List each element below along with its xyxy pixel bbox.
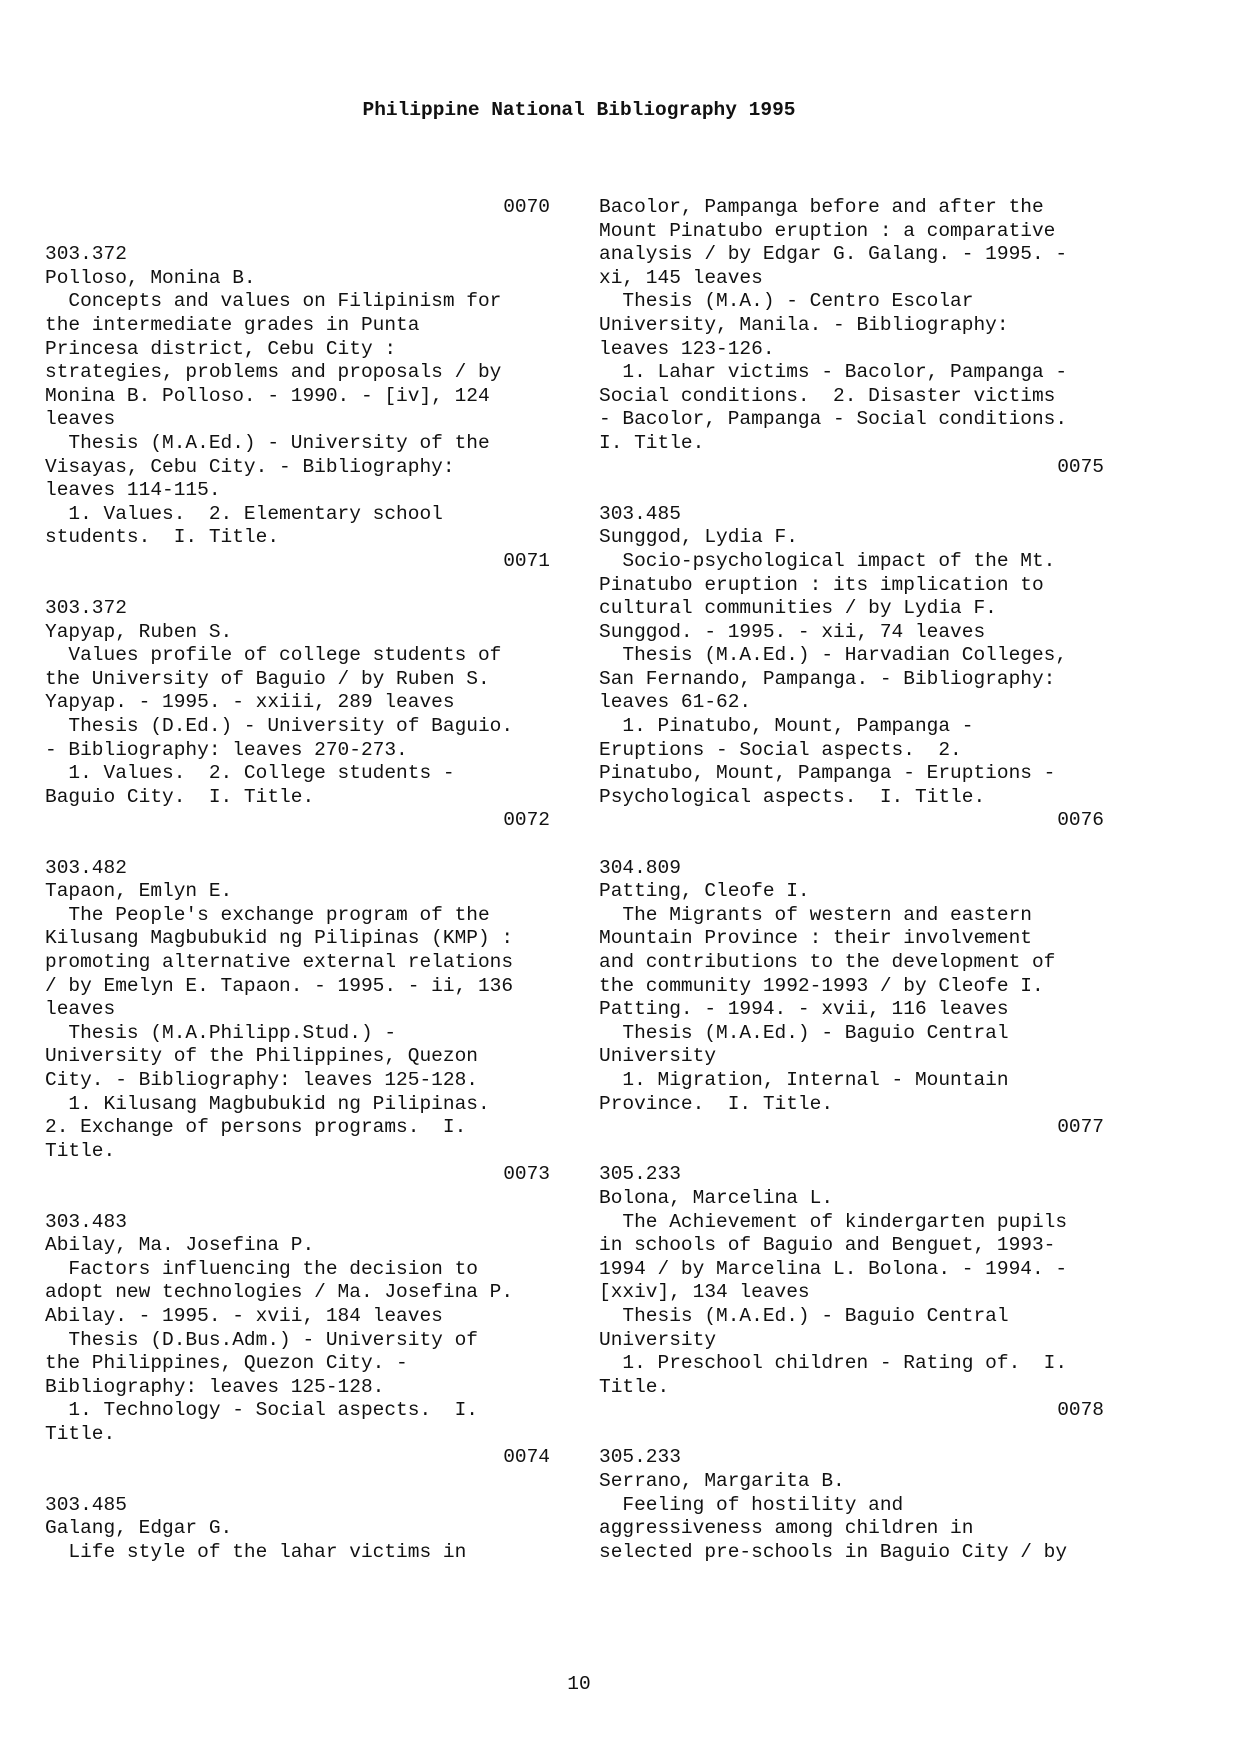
text-line: 303.372 (45, 597, 127, 620)
text-line: strategies, problems and proposals / by (45, 361, 502, 384)
text-line: The Achievement of kindergarten pupils (599, 1210, 1068, 1233)
text-line: 305.233 (599, 1446, 681, 1469)
text-line: University (599, 1328, 717, 1351)
text-line: 305.233 (599, 1163, 681, 1186)
text-line: Eruptions - Social aspects. 2. (599, 738, 962, 761)
text-line: cultural communities / by Lydia F. (599, 597, 997, 620)
left-column (45, 196, 550, 1564)
text-line: Thesis (D.Bus.Adm.) - University of (45, 1328, 478, 1351)
text-line: 2. Exchange of persons programs. I. (45, 1116, 467, 1139)
text-line (599, 1423, 1104, 1447)
text-line: Thesis (M.A.) - Centro Escolar (599, 290, 974, 313)
page-number: 10 (567, 1673, 591, 1695)
text-line: leaves 61-62. (599, 691, 752, 714)
text-line (599, 1140, 1104, 1164)
entry-number: 0074 (503, 1446, 550, 1469)
entry-number: 0077 (1057, 1116, 1104, 1139)
text-line: City. - Bibliography: leaves 125-128. (45, 1068, 478, 1091)
text-line: students. I. Title. (45, 526, 280, 549)
text-line: Concepts and values on Filipinism for (45, 290, 502, 313)
text-line: leaves 123-126. (599, 337, 775, 360)
text-line: Title. (45, 1139, 116, 1162)
text-line: Title. (599, 1375, 670, 1398)
text-line (45, 220, 550, 244)
text-line: xi, 145 leaves (599, 266, 763, 289)
entry-number: 0078 (1057, 1399, 1104, 1422)
text-line: / by Emelyn E. Tapaon. - 1995. - ii, 136 (45, 974, 514, 997)
text-line: Yapyap, Ruben S. (45, 620, 233, 643)
text-line: Bolona, Marcelina L. (599, 1186, 834, 1209)
text-line: aggressiveness among children in (599, 1517, 974, 1540)
text-line (599, 479, 1104, 503)
text-line: - Bacolor, Pampanga - Social conditions. (599, 408, 1068, 431)
text-line: analysis / by Edgar G. Galang. - 1995. - (599, 243, 1068, 266)
page-title: Philippine National Bibliography 1995 (362, 99, 796, 121)
text-line: Pinatubo eruption : its implication to (599, 573, 1044, 596)
text-line (45, 1470, 550, 1494)
text-line: Values profile of college students of (45, 644, 502, 667)
text-line: Polloso, Monina B. (45, 266, 256, 289)
text-line: Patting, Cleofe I. (599, 880, 810, 903)
text-line (45, 833, 550, 857)
text-line: Psychological aspects. I. Title. (599, 785, 986, 808)
text-line: the intermediate grades in Punta (45, 313, 420, 336)
text-line: selected pre-schools in Baguio City / by (599, 1540, 1068, 1563)
text-line: leaves (45, 998, 116, 1021)
text-line: [xxiv], 134 leaves (599, 1281, 810, 1304)
text-line: I. Title. (599, 431, 705, 454)
text-line: the University of Baguio / by Ruben S. (45, 667, 490, 690)
text-line: Social conditions. 2. Disaster victims (599, 384, 1056, 407)
text-line: 303.372 (45, 243, 127, 266)
text-line: Mountain Province : their involvement (599, 927, 1032, 950)
text-line: Factors influencing the decision to (45, 1257, 478, 1280)
text-line (599, 833, 1104, 857)
text-line: 1994 / by Marcelina L. Bolona. - 1994. - (599, 1257, 1068, 1280)
text-line: Abilay, Ma. Josefina P. (45, 1234, 315, 1257)
text-line: Life style of the lahar victims in (45, 1540, 467, 1563)
text-line: University, Manila. - Bibliography: (599, 313, 1009, 336)
text-line: 303.483 (45, 1210, 127, 1233)
text-line: 303.485 (45, 1493, 127, 1516)
text-line: 303.482 (45, 856, 127, 879)
text-line: 303.485 (599, 502, 681, 525)
text-line: Province. I. Title. (599, 1092, 834, 1115)
text-line: 1. Kilusang Magbubukid ng Pilipinas. (45, 1092, 490, 1115)
text-line: Title. (45, 1422, 116, 1445)
text-line: 304.809 (599, 856, 681, 879)
text-line: Pinatubo, Mount, Pampanga - Eruptions - (599, 762, 1056, 785)
text-line: Abilay. - 1995. - xvii, 184 leaves (45, 1304, 443, 1327)
text-line: Thesis (M.A.Ed.) - Baguio Central (599, 1021, 1009, 1044)
text-line: - Bibliography: leaves 270-273. (45, 738, 408, 761)
entry-number: 0071 (503, 549, 550, 572)
entry-number: 0076 (1057, 809, 1104, 832)
entry-number: 0072 (503, 809, 550, 832)
text-line: adopt new technologies / Ma. Josefina P. (45, 1281, 514, 1304)
text-line: Princesa district, Cebu City : (45, 337, 397, 360)
entry-number: 0073 (503, 1163, 550, 1186)
text-line: University of the Philippines, Quezon (45, 1045, 478, 1068)
text-line: Sunggod, Lydia F. (599, 526, 798, 549)
text-line: Thesis (D.Ed.) - University of Baguio. (45, 715, 514, 738)
right-column (599, 196, 1104, 1564)
text-line: The Migrants of western and eastern (599, 903, 1032, 926)
text-line: Mount Pinatubo eruption : a comparative (599, 219, 1056, 242)
text-line: and contributions to the development of (599, 951, 1056, 973)
entry-number: 0075 (1057, 455, 1104, 478)
text-line: Monina B. Polloso. - 1990. - [iv], 124 (45, 384, 490, 407)
text-line: 1. Lahar victims - Bacolor, Pampanga - (599, 361, 1068, 384)
text-line: 1. Migration, Internal - Mountain (599, 1068, 1009, 1091)
text-line: promoting alternative external relations (45, 951, 514, 973)
text-line (45, 1187, 550, 1211)
text-line: 1. Technology - Social aspects. I. (45, 1399, 478, 1422)
text-line: 1. Preschool children - Rating of. I. (599, 1352, 1068, 1375)
text-line: leaves 114-115. (45, 479, 221, 502)
text-line: the community 1992-1993 / by Cleofe I. (599, 974, 1044, 997)
text-line: Yapyap. - 1995. - xxiii, 289 leaves (45, 691, 455, 714)
text-line: 1. Values. 2. College students - (45, 762, 455, 785)
text-line: in schools of Baguio and Benguet, 1993- (599, 1234, 1056, 1257)
text-line: Visayas, Cebu City. - Bibliography: (45, 455, 455, 478)
text-line: Serrano, Margarita B. (599, 1470, 845, 1493)
text-line: The People's exchange program of the (45, 903, 490, 926)
entry-number: 0070 (503, 196, 550, 218)
text-line: Thesis (M.A.Philipp.Stud.) - (45, 1021, 397, 1044)
text-line (45, 574, 550, 598)
text-line: Bibliography: leaves 125-128. (45, 1375, 385, 1398)
text-line: Thesis (M.A.Ed.) - University of the (45, 431, 490, 454)
text-line: Baguio City. I. Title. (45, 785, 315, 808)
text-line: Tapaon, Emlyn E. (45, 880, 233, 903)
text-line: Kilusang Magbubukid ng Pilipinas (KMP) : (45, 927, 514, 950)
text-line: the Philippines, Quezon City. - (45, 1352, 408, 1375)
text-line: leaves (45, 408, 116, 431)
text-line: 1. Pinatubo, Mount, Pampanga - (599, 715, 974, 738)
text-line: Thesis (M.A.Ed.) - Harvadian Colleges, (599, 644, 1068, 667)
text-line: Thesis (M.A.Ed.) - Baguio Central (599, 1304, 1009, 1327)
text-line: Sunggod. - 1995. - xii, 74 leaves (599, 620, 986, 643)
text-line: San Fernando, Pampanga. - Bibliography: (599, 667, 1056, 690)
text-line: Patting. - 1994. - xvii, 116 leaves (599, 998, 1009, 1021)
text-line: Bacolor, Pampanga before and after the (599, 196, 1044, 218)
text-line: Socio-psychological impact of the Mt. (599, 549, 1056, 572)
text-line: Feeling of hostility and (599, 1493, 904, 1516)
text-line: 1. Values. 2. Elementary school (45, 502, 443, 525)
text-line: Galang, Edgar G. (45, 1517, 233, 1540)
text-line: University (599, 1045, 717, 1068)
